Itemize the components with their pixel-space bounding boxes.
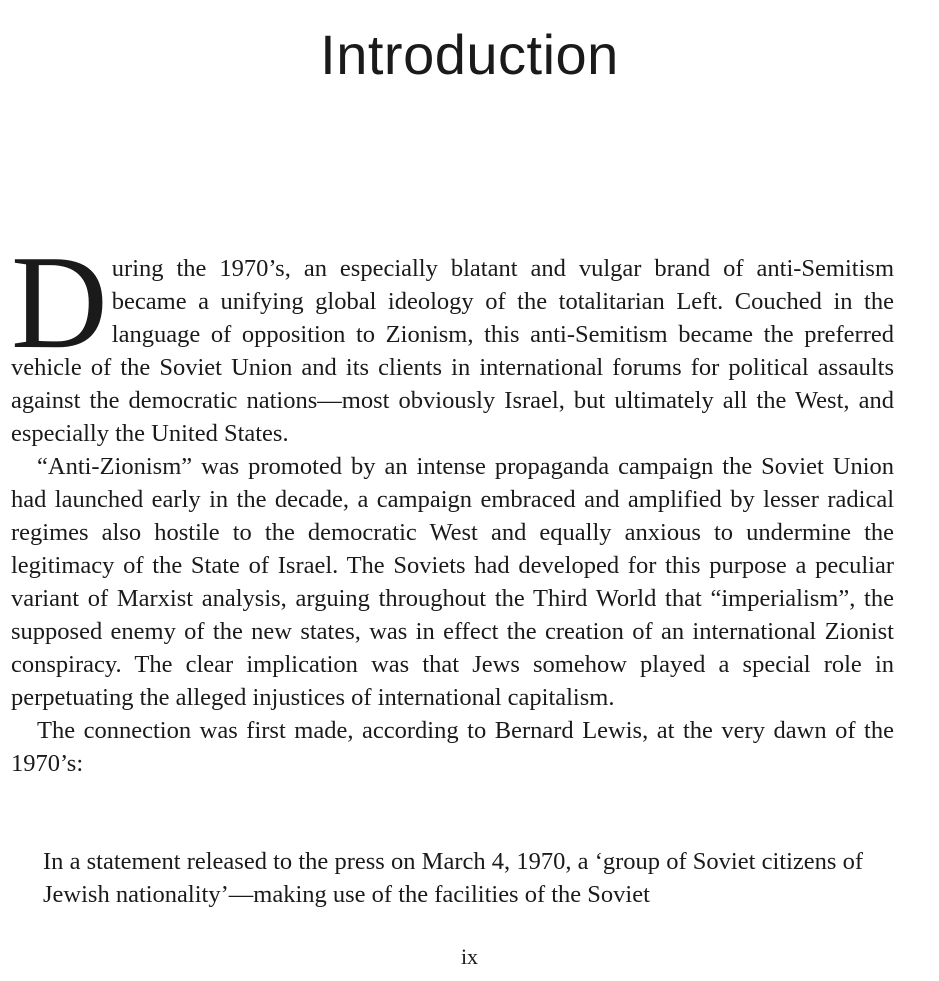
paragraph-1 bbox=[11, 228, 894, 450]
drop-cap: D bbox=[11, 228, 108, 376]
paragraph-1-text: uring the 1970’s, an especially blatant and vulgar brand of anti-Semitism became a unifying global ideology of the totalitarian Left. Couched in the language of opposition to Zionism, this anti-Semitism became the preferred vehicle of the Soviet Union and its clients in international forums for political assaults against the democratic nations—most obviously Israel, but ultimately all the West, and especially the United States. bbox=[11, 255, 894, 447]
page-number: ix bbox=[460, 944, 479, 969]
block-quote: In a statement released to the press on March 4, 1970, a ‘group of Soviet citizens of Jewish nationality’—making use of the facilities of the Soviet bbox=[43, 848, 863, 908]
page-title: Introduction bbox=[320, 23, 619, 86]
paragraph-2: “Anti-Zionism” was promoted by an intense propaganda campaign the Soviet Union had launched early in the decade, a campaign embraced and amplified by lesser radical regimes also hostile to the democratic West and equally anxious to undermine the legitimacy of the State of Israel. The Soviets had developed for this purpose a peculiar variant of Marxist analysis, arguing throughout the Third World that “imperialism”, the supposed enemy of the new states, was in effect the creation of an international Zionist conspiracy. The clear implication was that Jews somehow played a special role in perpetuating the alleged injustices of international capitalism. bbox=[11, 453, 894, 711]
body-text bbox=[11, 228, 894, 780]
paragraph-3: The connection was first made, according to Bernard Lewis, at the very dawn of the 1970’s: bbox=[11, 717, 894, 777]
